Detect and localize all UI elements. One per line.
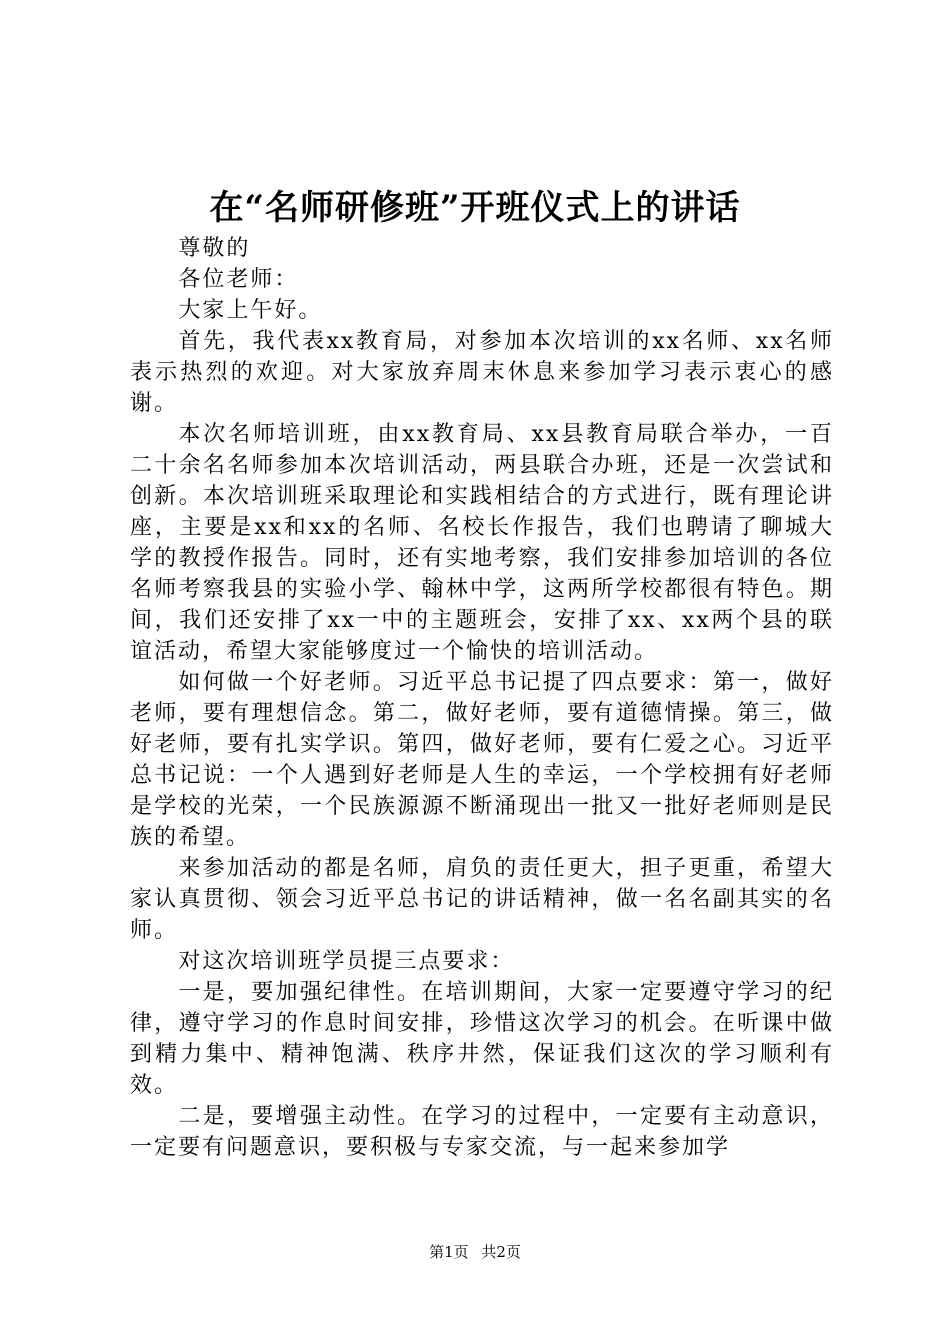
paragraph-welcome: 首先，我代表xx教育局，对参加本次培训的xx名师、xx名师表示热烈的欢迎。对大家放弃周末休息来参加学习表示衷心的感谢。 xyxy=(130,329,834,416)
paragraph-good-teacher: 如何做一个好老师。习近平总书记提了四点要求：第一，做好老师，要有理想信念。第二，做好老师，要有道德情操。第三，做好老师，要有扎实学识。第四，做好老师，要有仁爱之心。习近平总书记说：一个人遇到好老师是人生的幸运，一个学校拥有好老师是学校的光荣，一个民族源源不断涌现出一批又一批好老师则是民族的希望。 xyxy=(130,670,834,850)
document-title: 在“名师研修班”开班仪式上的讲话 xyxy=(209,188,741,228)
paragraph-salutation: 尊敬的 xyxy=(178,236,251,261)
page-footer xyxy=(0,1242,950,1262)
paragraph-requirement-one: 一是，要加强纪律性。在培训期间，大家一定要遵守学习的纪律，遵守学习的作息时间安排，珍惜这次学习的机会。在听课中做到精力集中、精神饱满、秩序井然，保证我们这次的学习顺利有效。 xyxy=(130,980,834,1098)
page-total: 共2页 xyxy=(481,1243,521,1261)
paragraph-addressee: 各位老师： xyxy=(178,267,299,292)
paragraph-responsibility: 来参加活动的都是名师，肩负的责任更大，担子更重，希望大家认真贯彻、领会习近平总书记的讲话精神，做一名名副其实的名师。 xyxy=(130,856,834,943)
paragraph-greeting: 大家上午好。 xyxy=(178,298,323,323)
document-body xyxy=(130,233,834,1163)
paragraph-requirement-two: 二是，要增强主动性。在学习的过程中，一定要有主动意识，一定要有问题意识，要积极与专家交流，与一起来参加学 xyxy=(130,1104,834,1160)
paragraph-requirements-intro: 对这次培训班学员提三点要求： xyxy=(178,949,515,974)
paragraph-training-overview: 本次名师培训班，由xx教育局、xx县教育局联合举办，一百二十余名名师参加本次培训活动，两县联合办班，还是一次尝试和创新。本次培训班采取理论和实践相结合的方式进行，既有理论讲座，主要是xx和xx的名师、名校长作报告，我们也聘请了聊城大学的教授作报告。同时，还有实地考察，我们安排参加培训的各位名师考察我县的实验小学、翰林中学，这两所学校都很有特色。期间，我们还安排了xx一中的主题班会，安排了xx、xx两个县的联谊活动，希望大家能够度过一个愉快的培训活动。 xyxy=(130,422,834,664)
page-number: 第1页 xyxy=(429,1243,469,1261)
